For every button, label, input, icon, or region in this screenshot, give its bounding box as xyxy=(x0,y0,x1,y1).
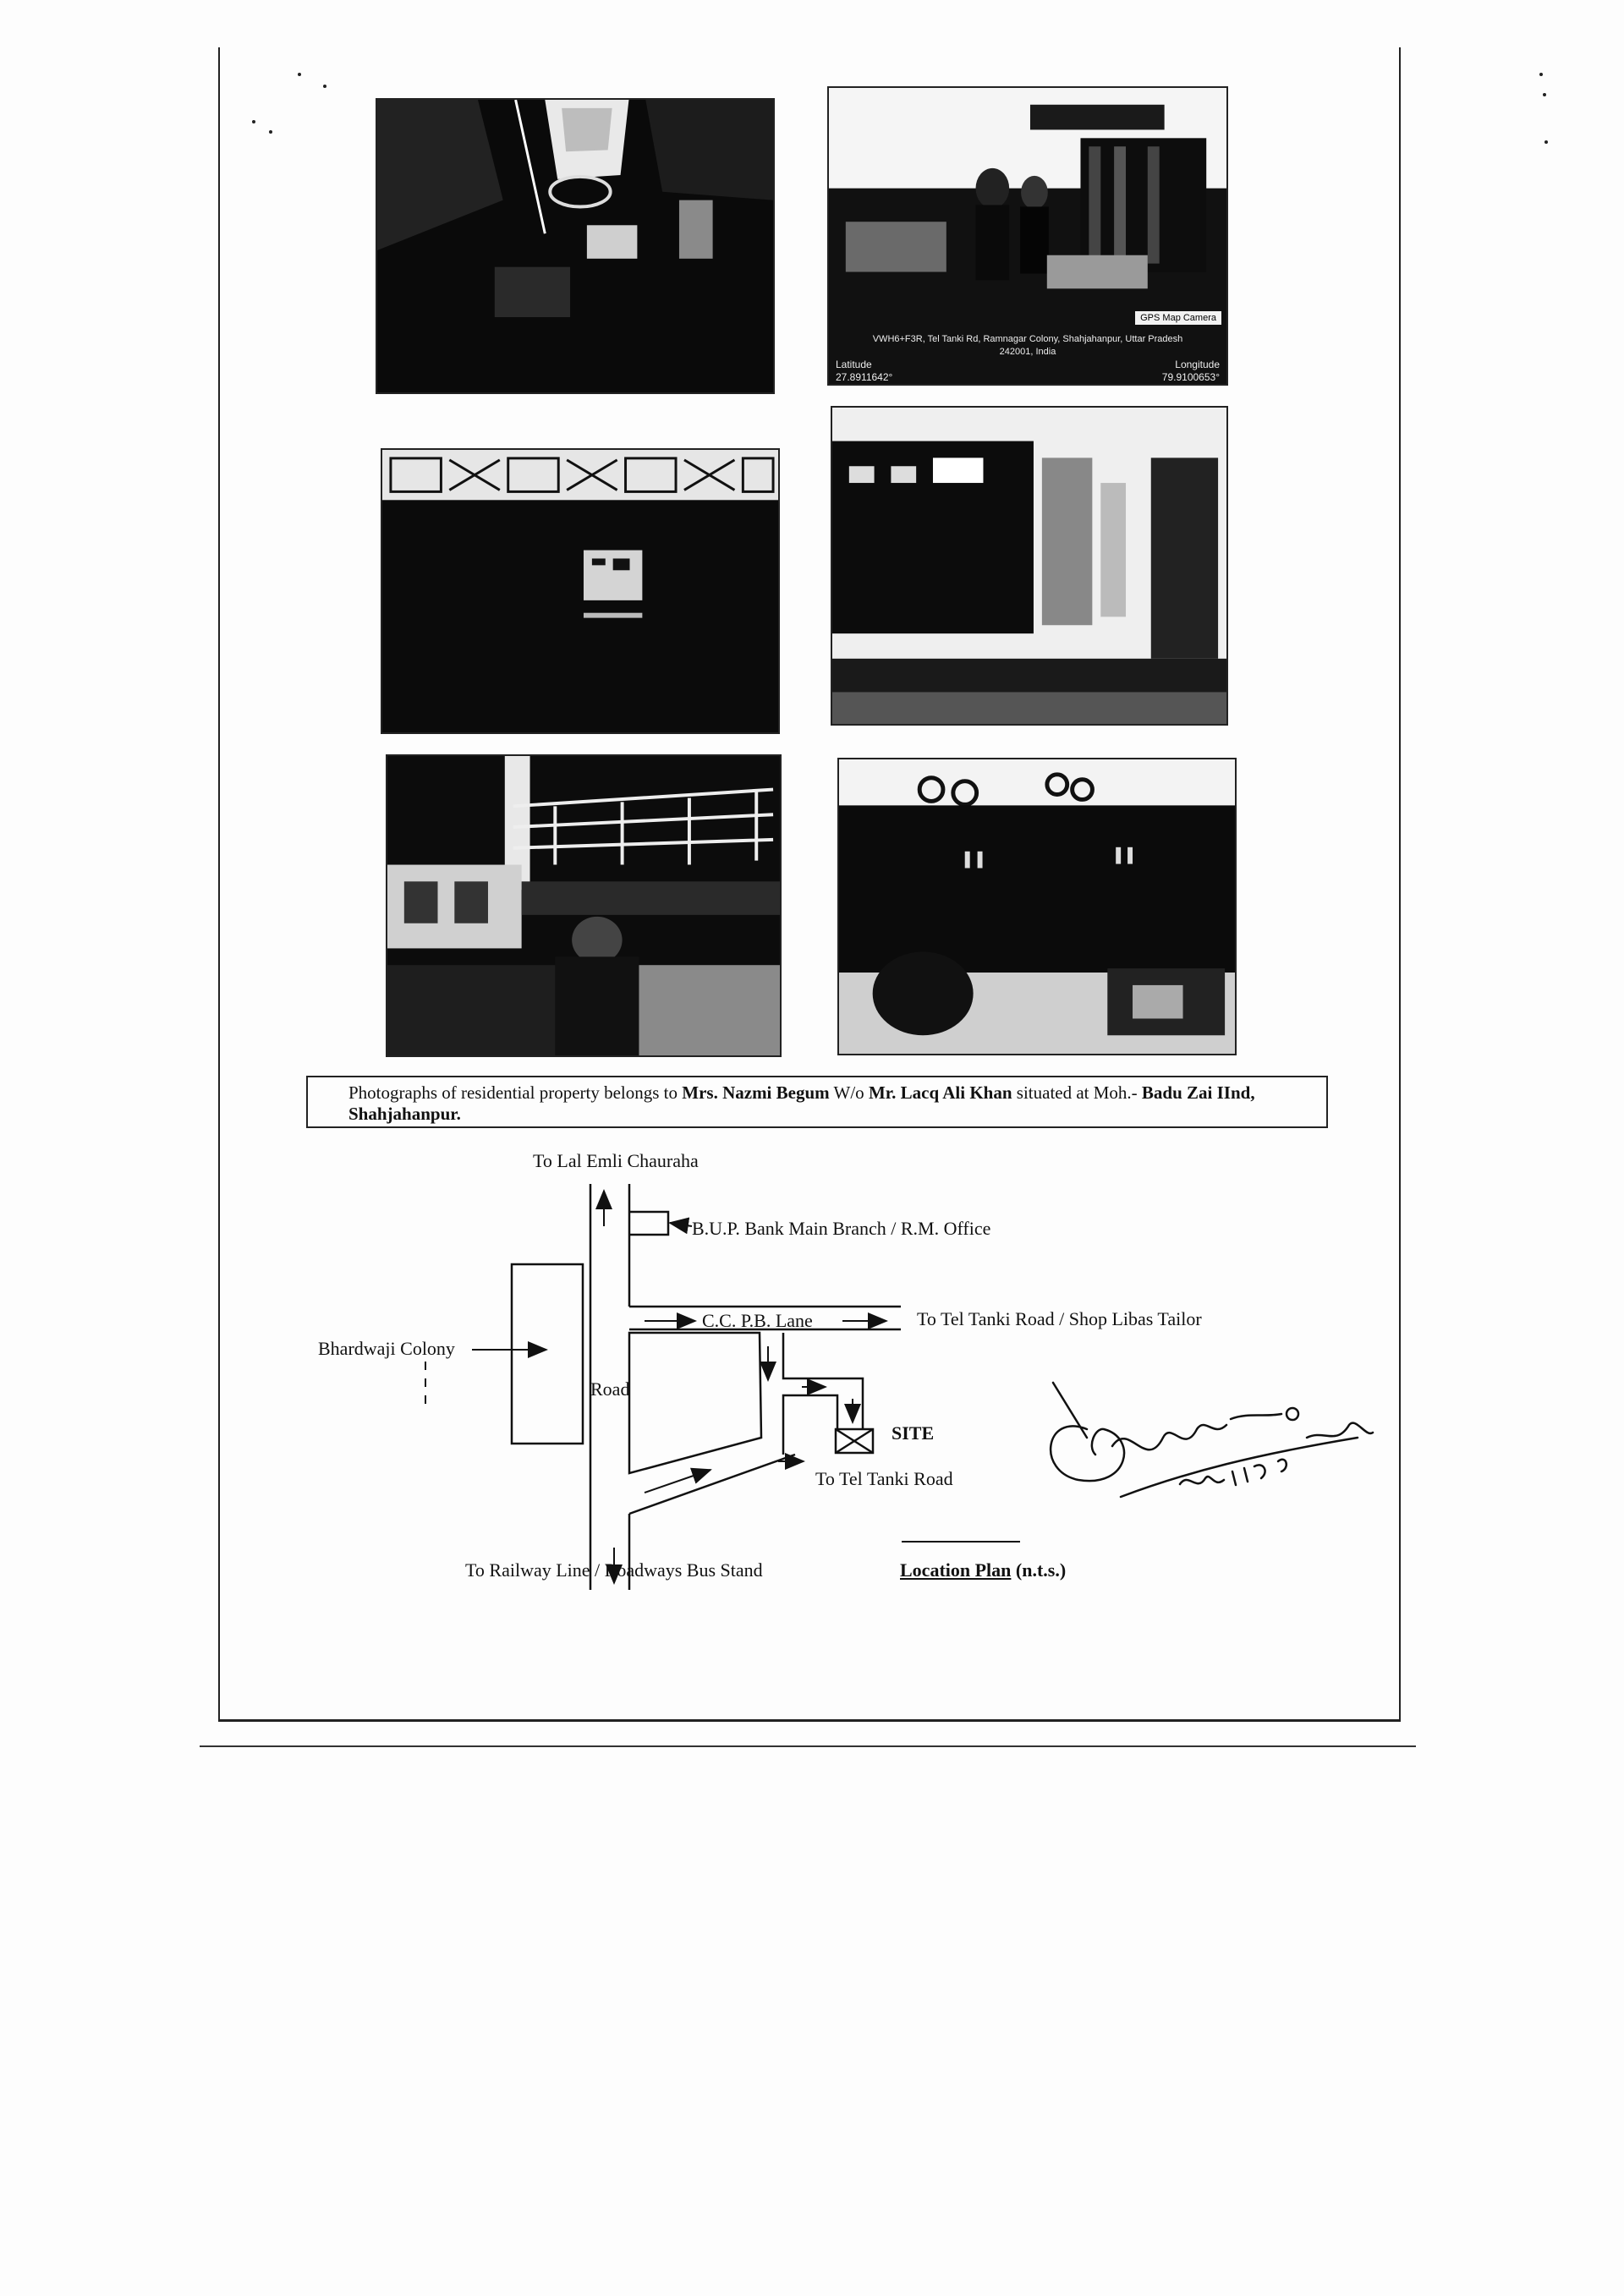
scan-speck xyxy=(1544,140,1548,144)
scan-speck xyxy=(252,120,255,123)
photo-inspection-gps xyxy=(827,86,1228,386)
photo-interior-ceiling xyxy=(376,98,775,394)
page-bottom-rule xyxy=(200,1745,1416,1747)
label-road: Road xyxy=(590,1378,630,1400)
plan-title: Location Plan xyxy=(900,1559,1012,1581)
photo-caption xyxy=(306,1076,1328,1128)
label-site: SITE xyxy=(892,1422,935,1444)
label-bank: B.U.P. Bank Main Branch / R.M. Office xyxy=(692,1218,991,1239)
label-east-road: To Tel Tanki Road / Shop Libas Tailor xyxy=(917,1308,1202,1329)
caption-owner: Mrs. Nazmi Begum xyxy=(682,1082,830,1103)
gps-address: VWH6+F3R, Tel Tanki Rd, Ramnagar Colony, Shahjahanpur, Uttar Pradesh xyxy=(872,334,1183,344)
scan-speck xyxy=(298,73,301,76)
photo-staircase-balcony xyxy=(386,754,782,1057)
photo-courtyard-railing xyxy=(381,448,780,734)
gps-longitude: 79.9100653° xyxy=(1161,371,1220,383)
label-colony: Bhardwaji Colony xyxy=(318,1338,455,1359)
scan-speck xyxy=(1543,93,1546,96)
gps-camera-badge: GPS Map Camera xyxy=(1135,311,1221,325)
caption-text-1: Photographs of residential property belongs to xyxy=(348,1082,683,1103)
plan-title-line xyxy=(900,1559,1066,1581)
gps-pin: 242001, India xyxy=(999,347,1056,357)
photo-interior-room xyxy=(831,406,1228,726)
scan-speck xyxy=(323,85,326,88)
label-bottom-road: To Railway Line / Roadways Bus Stand xyxy=(465,1559,763,1581)
gps-latitude: 27.8911642° xyxy=(836,371,893,383)
gps-latitude-label: Latitude xyxy=(836,359,872,370)
label-lane: C.C. P.B. Lane xyxy=(702,1310,813,1331)
caption-location: Badu Zai IInd, Shahjahanpur. xyxy=(348,1082,1255,1124)
caption-text-3: situated at Moh.- xyxy=(1012,1082,1142,1103)
label-south-east-road: To Tel Tanki Road xyxy=(815,1468,953,1489)
label-top-road: To Lal Emli Chauraha xyxy=(533,1150,699,1171)
caption-text-2: W/o xyxy=(829,1082,869,1103)
gps-longitude-label: Longitude xyxy=(1175,359,1220,370)
gps-overlay xyxy=(829,330,1226,384)
photo-storage-cupboards xyxy=(837,758,1237,1055)
handwritten-signature xyxy=(1036,1345,1374,1514)
scan-speck xyxy=(1539,73,1543,76)
scan-speck xyxy=(269,130,272,134)
caption-husband: Mr. Lacq Ali Khan xyxy=(868,1082,1012,1103)
plan-note: (n.t.s.) xyxy=(1015,1559,1067,1581)
